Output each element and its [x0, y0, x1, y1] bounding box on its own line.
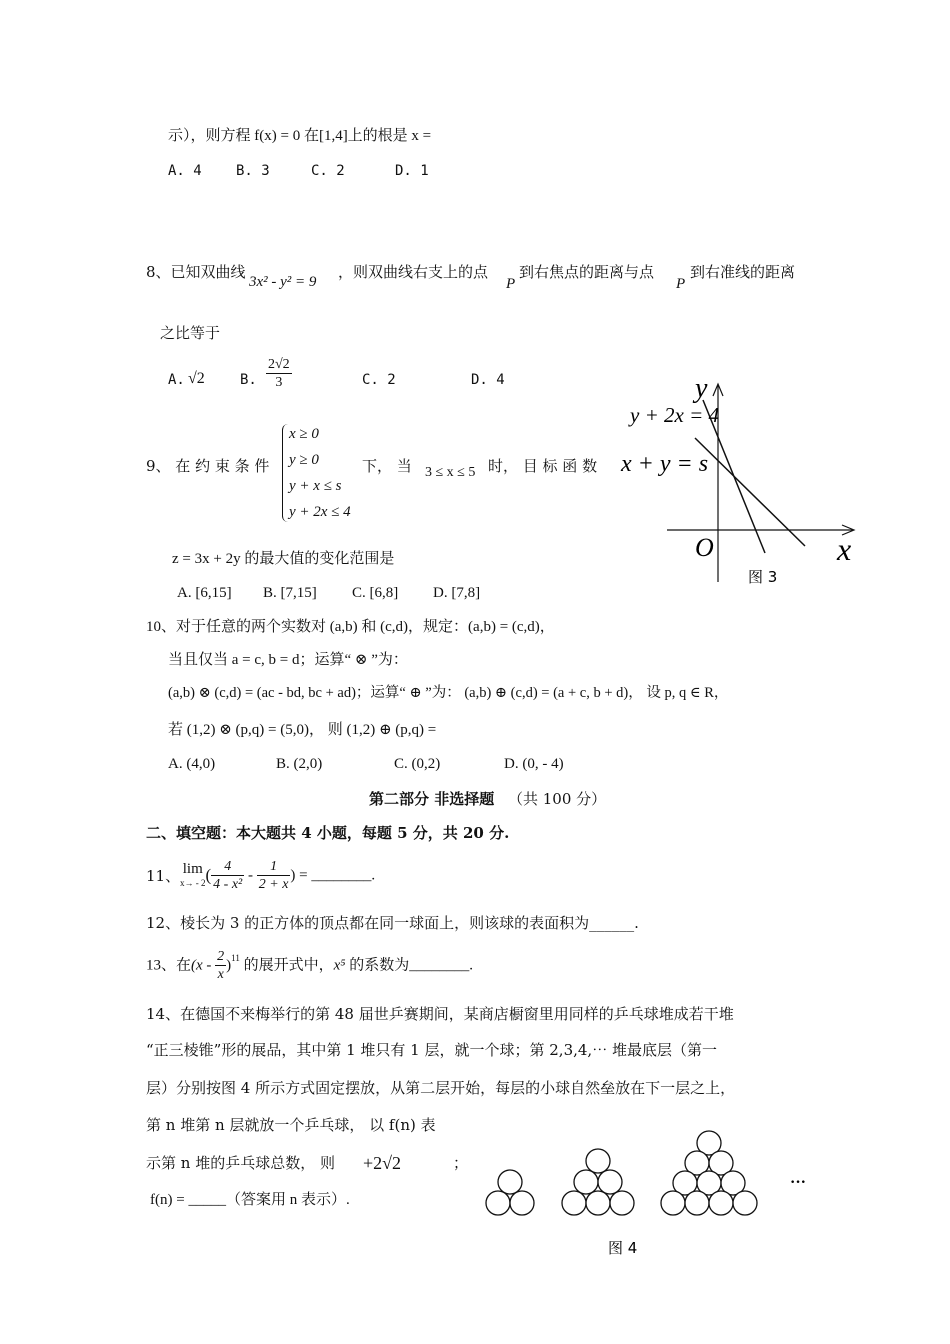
q9-prefix: 9、 在 约 束 条 件 [146, 457, 270, 475]
q14-line6: f(n) = _____（答案用 n 表示）. [150, 1192, 350, 1208]
fig3-x-label: x [837, 531, 852, 567]
q9-option-a: A. [6,15] [177, 585, 232, 601]
q14-line5-artifact: +2√2 [363, 1153, 402, 1173]
q13-exponent: 11 [231, 953, 240, 963]
q8-mid1: ，则双曲线右支上的点 [338, 263, 489, 281]
q13-mid: 的展开式中， [239, 957, 334, 974]
q8-option-b-fraction [266, 356, 292, 391]
q9-option-b: B. [7,15] [263, 585, 317, 601]
q9-suffix: 时， 目 标 函 数 [488, 457, 598, 475]
q14-line2: “正三棱锥”形的展品，其中第 1 堆只有 1 层，就一个球；第 2,3,4,⋯ 堆最底层（第一 [146, 1041, 717, 1059]
q11-close: ) = ________. [290, 867, 376, 884]
q7-option-c: C. 2 [311, 163, 345, 179]
q7-option-d: D. 1 [395, 163, 429, 179]
q8-option-a-label: A. [168, 372, 185, 388]
fig3-caption: 图 3 [748, 568, 778, 586]
section-fill-in-heading: 二、填空题：本大题共 4 小题，每题 5 分，共 20 分. [146, 824, 510, 842]
q8-equation: 3x² - y² = 9 [249, 274, 317, 290]
q11-expression [180, 858, 375, 893]
q12-text: 12、棱长为 3 的正方体的顶点都在同一球面上，则该球的表面积为______. [146, 914, 639, 932]
q9-mid: 下， 当 [362, 457, 412, 475]
q8-option-a-value: √2 [188, 370, 205, 387]
q8-option-d: D. 4 [471, 372, 505, 388]
q7-option-a: A. 4 [168, 163, 202, 179]
q14-line5-end: ； [453, 1154, 469, 1172]
q10-line4: 若 (1,2) ⊗ (p,q) = (5,0)， 则 (1,2) ⊕ (p,q) = [168, 722, 437, 738]
q14-line1: 14、在德国不来梅举行的第 48 届世乒赛期间，某商店橱窗里用同样的乒乓球堆成若干堆 [146, 1005, 734, 1023]
q9-constraint-1: x ≥ 0 [289, 426, 319, 442]
q9-condition: 3 ≤ x ≤ 5 [425, 465, 476, 480]
q9-constraint-brace [282, 424, 289, 522]
q11-prefix: 11、 [146, 867, 181, 885]
fig3-y-label: y [695, 373, 708, 404]
q10-option-b: B. (2,0) [276, 756, 323, 772]
q7-option-b: B. 3 [236, 163, 270, 179]
q13-expression [146, 948, 473, 983]
figure-4 [480, 1125, 820, 1260]
q9-option-d: D. [7,8] [433, 585, 481, 601]
q9-constraint-2: y ≥ 0 [289, 452, 319, 468]
fig4-pile-10 [661, 1131, 757, 1215]
q14-line3: 层）分别按图 4 所示方式固定摆放，从第二层开始，每层的小球自然垒放在下一层之上， [146, 1079, 736, 1097]
part2-title: 第二部分 非选择题 [369, 790, 495, 808]
q8-point-p: P [506, 276, 516, 292]
fig4-pile-6 [562, 1149, 634, 1215]
q8-option-b-den: 3 [275, 375, 283, 390]
q13-close: ) [226, 957, 232, 974]
q11-lim: lim [182, 860, 203, 877]
q13-f-num: 2 [217, 949, 225, 965]
fig3-line1-label: y + 2x = 4 [630, 403, 719, 427]
q11-minus: - [244, 867, 257, 884]
q10-line1: 10、对于任意的两个实数对 (a,b) 和 (c,d)，规定：(a,b) = (c,d)， [146, 619, 555, 635]
q10-option-a: A. (4,0) [168, 756, 216, 772]
q14-line5: 示第 n 堆的乒乓球总数， 则 [146, 1154, 335, 1172]
q11-f1-den: 4 - x² [213, 877, 243, 892]
q13-prefix: 13、在 [146, 957, 192, 974]
fig3-origin-label: O [695, 533, 714, 562]
q10-line3: (a,b) ⊗ (c,d) = (ac - bd, bc + ad)；运算“ ⊕ ”为： (a,b) ⊕ (c,d) = (a + c, b + d)， 设 p, q ∈ R， [168, 685, 729, 701]
q11-f2-num: 1 [257, 858, 291, 876]
q9-option-c: C. [6,8] [352, 585, 399, 601]
q13-f-den: x [217, 967, 224, 983]
q8-option-b-label: B. [240, 372, 257, 388]
q13-suffix: 的系数为________. [345, 957, 473, 974]
fig4-ellipsis: ··· [790, 1174, 807, 1191]
q7-text: 示），则方程 f(x) = 0 在[1,4]上的根是 x = [168, 128, 432, 144]
q8-option-c: C. 2 [362, 372, 396, 388]
q11-f2-den: 2 + x [258, 877, 289, 892]
q11-f1-num: 4 [211, 858, 244, 876]
fig4-pile-3 [486, 1170, 534, 1215]
q11-lim-sub: x→ - 2 [180, 877, 206, 888]
q10-option-d: D. (0, - 4) [504, 756, 564, 772]
fig4-caption: 图 4 [608, 1239, 638, 1257]
q8-line2: 之比等于 [160, 324, 221, 342]
q8-point-p2: P [676, 276, 686, 292]
q8-mid2: 到右焦点的距离与点 [519, 263, 655, 281]
q11-open: ( [205, 865, 212, 885]
q8-prefix: 8、已知双曲线 [146, 263, 246, 281]
q13-open: (x - [191, 957, 216, 974]
q8-mid3: 到右准线的距离 [690, 263, 796, 281]
q11-fraction-1 [211, 858, 244, 893]
q9-constraint-4: y + 2x ≤ 4 [289, 504, 351, 520]
q11-fraction-2 [257, 858, 291, 893]
part2-score: （共 100 分） [508, 790, 607, 808]
q14-line4: 第 n 堆第 n 层就放一个乒乓球， 以 f(n) 表 [146, 1116, 436, 1134]
q9-line2: z = 3x + 2y 的最大值的变化范围是 [172, 551, 395, 567]
fig3-line2-label: x + y = s [621, 451, 709, 477]
q10-option-c: C. (0,2) [394, 756, 441, 772]
q10-line2: 当且仅当 a = c, b = d；运算“ ⊗ ”为： [168, 652, 408, 668]
q8-option-b-num: 2√2 [268, 357, 290, 372]
q9-constraint-3: y + x ≤ s [289, 478, 342, 494]
q13-term: x⁵ [333, 957, 346, 974]
q13-fraction [215, 948, 226, 983]
figure-3 [615, 370, 865, 590]
